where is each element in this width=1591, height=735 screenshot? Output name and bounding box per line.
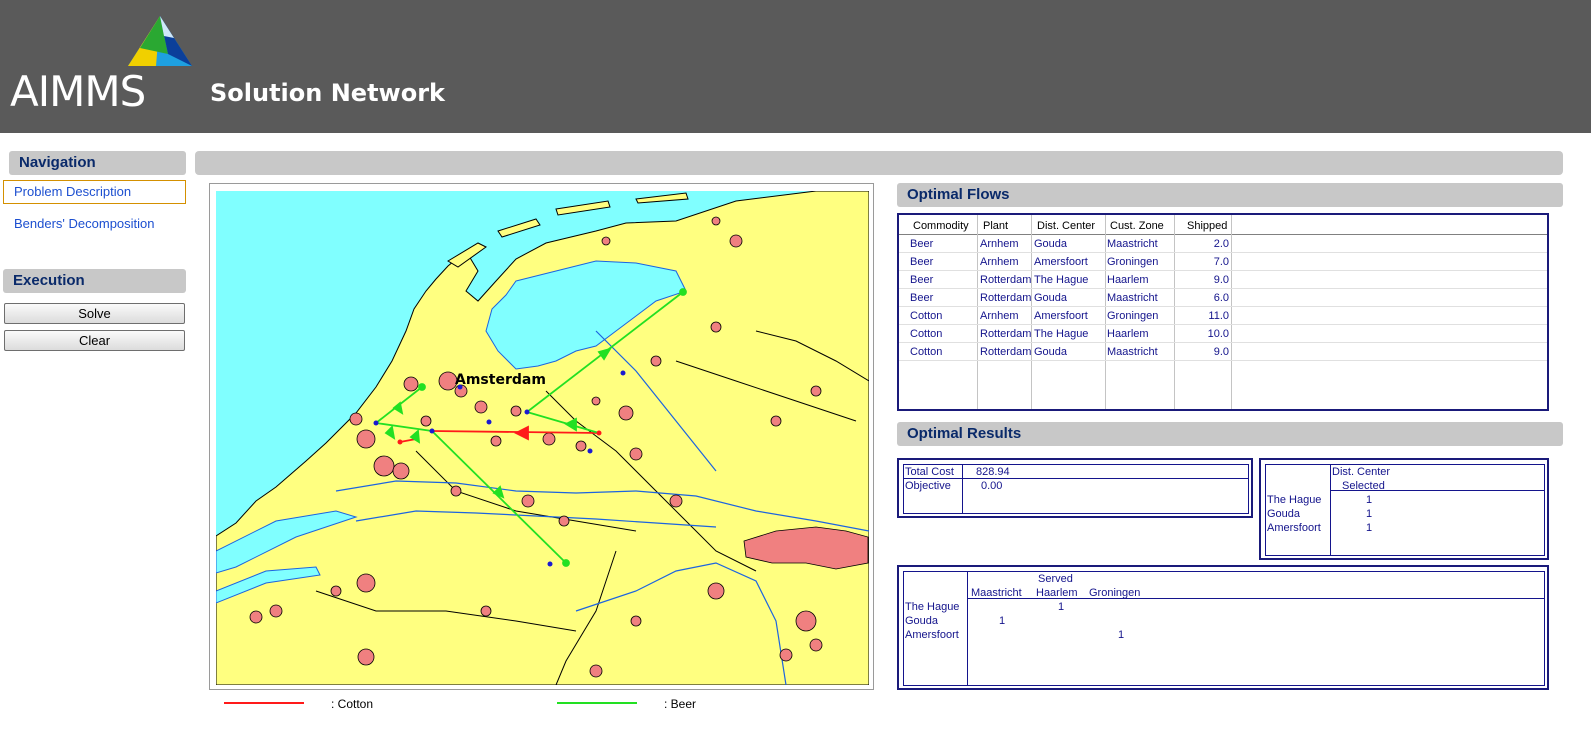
flow-shipped: 7.0 <box>1213 256 1229 268</box>
flow-plant: Rotterdam <box>980 274 1032 286</box>
toolbar-bar <box>195 151 1563 175</box>
flow-cust-zone: Haarlem <box>1107 274 1149 286</box>
selected-row-value: 1 <box>1366 494 1373 506</box>
served-cell: 1 <box>1118 629 1125 641</box>
row-rule <box>899 342 1547 343</box>
solve-button[interactable]: Solve <box>4 303 185 324</box>
app-header <box>0 0 1591 133</box>
network-map[interactable] <box>216 191 869 685</box>
flow-shipped: 11.0 <box>1208 310 1229 322</box>
nav-benders-decomposition[interactable]: Benders' Decomposition <box>14 216 155 231</box>
dist-center-selected-table[interactable] <box>1259 458 1549 560</box>
legend-beer-label: : Beer <box>664 697 697 711</box>
flow-cust-zone: Haarlem <box>1107 328 1149 340</box>
flow-dist-center: Gouda <box>1034 292 1068 304</box>
flow-shipped: 9.0 <box>1213 274 1229 286</box>
selected-header-2: Selected <box>1342 480 1385 492</box>
page-title: Solution Network <box>210 79 446 107</box>
flow-commodity: Beer <box>910 238 934 250</box>
served-row-name: The Hague <box>905 601 960 613</box>
totals-divider <box>962 464 963 513</box>
row-rule <box>899 288 1547 289</box>
flow-commodity: Cotton <box>910 346 943 358</box>
served-col-groningen: Groningen <box>1089 587 1141 599</box>
selected-row-name: Amersfoort <box>1267 522 1321 534</box>
objective-value: 0.00 <box>981 480 1003 492</box>
legend-cotton-line <box>224 702 304 704</box>
flow-plant: Rotterdam <box>980 328 1032 340</box>
selected-header-1: Dist. Center <box>1332 466 1391 478</box>
flow-cust-zone: Maastricht <box>1107 346 1158 358</box>
row-rule <box>899 360 1547 361</box>
flow-dist-center: Amersfoort <box>1034 310 1088 322</box>
legend-cotton-label: : Cotton <box>331 697 374 711</box>
flows-header-rule <box>899 234 1547 235</box>
row-rule <box>899 306 1547 307</box>
served-cell: 1 <box>1058 601 1065 613</box>
total-cost-value: 828.94 <box>976 466 1010 478</box>
navigation-heading: Navigation <box>9 151 186 175</box>
col-header-cust-zone[interactable]: Cust. Zone <box>1110 220 1164 232</box>
col-divider <box>1174 215 1175 409</box>
served-col-haarlem: Haarlem <box>1036 587 1078 599</box>
clear-button[interactable]: Clear <box>4 330 185 351</box>
flow-shipped: 9.0 <box>1213 346 1229 358</box>
selected-row-value: 1 <box>1366 508 1373 520</box>
objective-label: Objective <box>905 480 951 492</box>
col-header-shipped[interactable]: Shipped <box>1187 220 1228 232</box>
col-divider <box>1105 215 1106 409</box>
flow-plant: Rotterdam <box>980 292 1032 304</box>
col-divider <box>1031 215 1032 409</box>
execution-heading: Execution <box>3 269 186 293</box>
optimal-results-heading: Optimal Results <box>897 422 1563 446</box>
flow-commodity: Cotton <box>910 328 943 340</box>
served-header: Served <box>1038 573 1073 585</box>
totals-table[interactable] <box>897 458 1253 518</box>
flow-dist-center: Gouda <box>1034 346 1068 358</box>
selected-divider <box>1330 464 1331 555</box>
flow-dist-center: Gouda <box>1034 238 1068 250</box>
flow-commodity: Cotton <box>910 310 943 322</box>
flow-cust-zone: Maastricht <box>1107 292 1158 304</box>
legend-beer-line <box>557 702 637 704</box>
flow-commodity: Beer <box>910 292 934 304</box>
aimms-logo-icon <box>126 14 194 68</box>
selected-row-name: Gouda <box>1267 508 1301 520</box>
row-rule <box>899 270 1547 271</box>
selected-row-value: 1 <box>1366 522 1373 534</box>
optimal-flows-table[interactable] <box>897 213 1549 411</box>
flow-commodity: Beer <box>910 256 934 268</box>
row-rule <box>899 324 1547 325</box>
served-row-name: Gouda <box>905 615 939 627</box>
selected-inner-frame <box>1265 464 1545 556</box>
flow-cust-zone: Groningen <box>1107 256 1159 268</box>
flow-plant: Arnhem <box>980 238 1019 250</box>
flow-commodity: Beer <box>910 274 934 286</box>
flow-dist-center: Amersfoort <box>1034 256 1088 268</box>
flow-dist-center: The Hague <box>1034 328 1089 340</box>
row-rule <box>899 252 1547 253</box>
col-header-plant[interactable]: Plant <box>983 220 1009 232</box>
nav-problem-description[interactable]: Problem Description <box>3 180 186 204</box>
selected-row-name: The Hague <box>1267 494 1322 506</box>
flow-shipped: 2.0 <box>1213 238 1229 250</box>
served-divider <box>967 571 968 685</box>
flow-plant: Arnhem <box>980 310 1019 322</box>
flow-plant: Rotterdam <box>980 346 1032 358</box>
flow-plant: Arnhem <box>980 256 1019 268</box>
flow-shipped: 10.0 <box>1207 328 1229 340</box>
served-cell: 1 <box>999 615 1006 627</box>
flow-cust-zone: Groningen <box>1107 310 1159 322</box>
col-divider <box>977 215 978 409</box>
map-frame <box>209 183 874 690</box>
col-header-commodity[interactable]: Commodity <box>913 220 969 232</box>
totals-rule <box>903 478 1249 479</box>
flow-cust-zone: Maastricht <box>1107 238 1158 250</box>
optimal-flows-heading: Optimal Flows <box>897 183 1563 207</box>
served-matrix-table[interactable] <box>897 565 1549 690</box>
aimms-logo-text: AIMMS <box>10 67 146 116</box>
flow-dist-center: The Hague <box>1034 274 1089 286</box>
col-header-dist-center[interactable]: Dist. Center <box>1037 220 1096 232</box>
amsterdam-label: Amsterdam <box>455 372 546 388</box>
served-row-name: Amersfoort <box>905 629 959 641</box>
col-divider <box>1231 215 1232 409</box>
total-cost-label: Total Cost <box>905 466 954 478</box>
served-col-maastricht: Maastricht <box>971 587 1022 599</box>
totals-inner-frame <box>903 464 1249 514</box>
flow-shipped: 6.0 <box>1213 292 1229 304</box>
